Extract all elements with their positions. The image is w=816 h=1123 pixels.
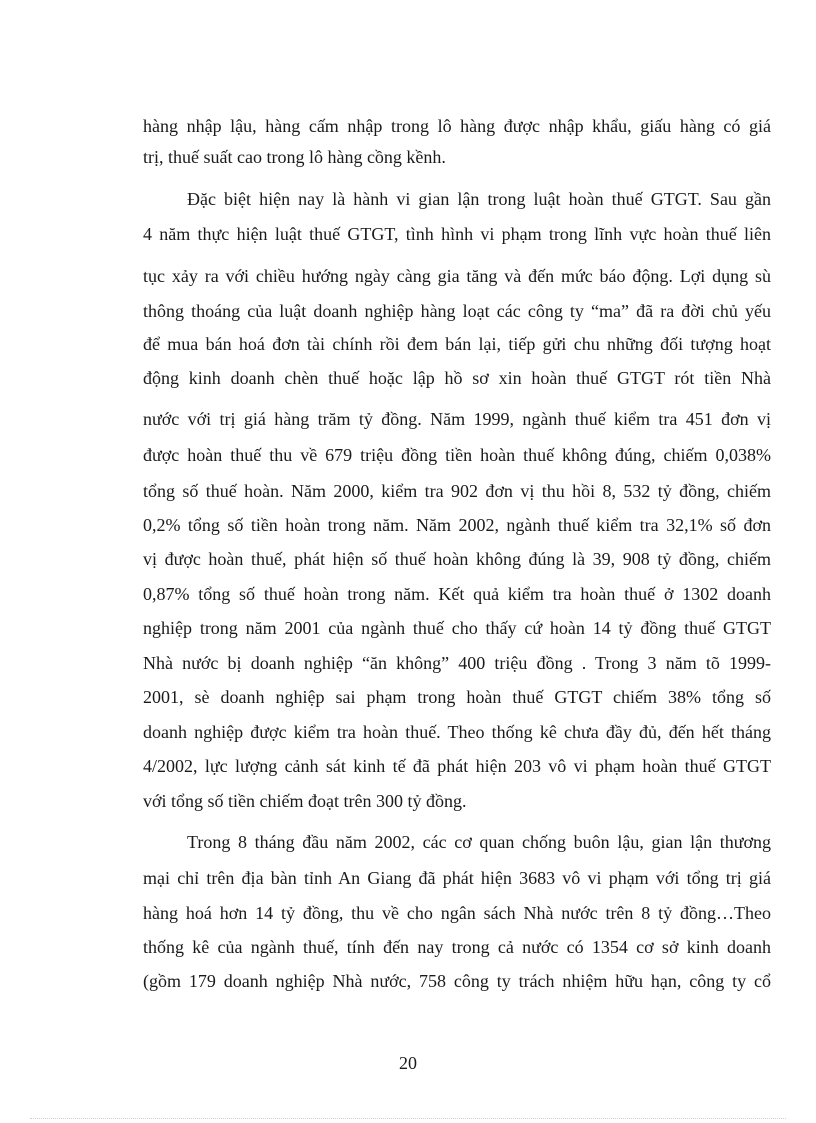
paragraph-2-line-14: Nhà nước bị doanh nghiệp “ăn không” 400 triệu đồng . Trong 3 năm tõ 1999- (143, 653, 771, 673)
paragraph-2-line-5: để mua bán hoá đơn tài chính rồi đem bán lại, tiếp gửi chu những đối tượng hoạt (143, 334, 771, 354)
paragraph-2-line-3: tục xảy ra với chiều hướng ngày càng gia tăng và đến mức báo động. Lợi dụng sù (143, 266, 771, 286)
paragraph-2-line-16: doanh nghiệp được kiểm tra hoàn thuế. Theo thống kê chưa đầy đủ, đến hết tháng (143, 722, 771, 742)
paragraph-2-line-2: 4 năm thực hiện luật thuế GTGT, tình hình vi phạm trong lĩnh vực hoàn thuế liên (143, 224, 771, 244)
paragraph-3-line-1: Trong 8 tháng đầu năm 2002, các cơ quan chống buôn lậu, gian lận thương (187, 832, 771, 852)
page-bottom-edge (30, 1118, 786, 1119)
paragraph-2-line-13: nghiệp trong năm 2001 của ngành thuế cho thấy cứ hoàn 14 tỷ đồng thuế GTGT (143, 618, 771, 638)
paragraph-1-line-1: hàng nhập lậu, hàng cấm nhập trong lô hàng được nhập khẩu, giấu hàng có giá (143, 116, 771, 136)
paragraph-3-line-4: thống kê của ngành thuế, tính đến nay trong cả nước có 1354 cơ sở kinh doanh (143, 937, 771, 957)
paragraph-3-line-2: mại chỉ trên địa bàn tỉnh An Giang đã phát hiện 3683 vô vi phạm với tổng trị giá (143, 868, 771, 888)
paragraph-2-line-15: 2001, sè doanh nghiệp sai phạm trong hoàn thuế GTGT chiếm 38% tổng số (143, 687, 771, 707)
paragraph-1-line-2: trị, thuế suất cao trong lô hàng cồng kềnh. (143, 147, 446, 167)
paragraph-2-line-8: được hoàn thuế thu về 679 triệu đồng tiền hoàn thuế không đúng, chiếm 0,038% (143, 445, 771, 465)
paragraph-2-line-7: nước với trị giá hàng trăm tỷ đồng. Năm 1999, ngành thuế kiểm tra 451 đơn vị (143, 409, 771, 429)
paragraph-2-line-6: động kinh doanh chèn thuế hoặc lập hồ sơ xin hoàn thuế GTGT rót tiền Nhà (143, 368, 771, 388)
paragraph-2-line-1: Đặc biệt hiện nay là hành vi gian lận trong luật hoàn thuế GTGT. Sau gần (187, 189, 771, 209)
page-number: 20 (399, 1053, 417, 1073)
paragraph-2-line-12: 0,87% tổng số thuế hoàn trong năm. Kết quả kiểm tra hoàn thuế ở 1302 doanh (143, 584, 771, 604)
paragraph-3-line-3: hàng hoá hơn 14 tỷ đồng, thu về cho ngân sách Nhà nước trên 8 tỷ đồng…Theo (143, 903, 771, 923)
paragraph-2-line-18: với tổng số tiền chiếm đoạt trên 300 tỷ đồng. (143, 791, 467, 811)
paragraph-2-line-9: tổng số thuế hoàn. Năm 2000, kiểm tra 902 đơn vị thu hồi 8, 532 tỷ đồng, chiếm (143, 481, 771, 501)
paragraph-2-line-17: 4/2002, lực lượng cảnh sát kinh tế đã phát hiện 203 vô vi phạm hoàn thuế GTGT (143, 756, 771, 776)
paragraph-2-line-10: 0,2% tổng số tiền hoàn trong năm. Năm 2002, ngành thuế kiểm tra 32,1% số đơn (143, 515, 771, 535)
paragraph-2-line-4: thông thoáng của luật doanh nghiệp hàng loạt các công ty “ma” đã ra đời chủ yếu (143, 301, 771, 321)
paragraph-2-line-11: vị được hoàn thuế, phát hiện số thuế hoàn không đúng là 39, 908 tỷ đồng, chiếm (143, 549, 771, 569)
paragraph-3-line-5: (gồm 179 doanh nghiệp Nhà nước, 758 công ty trách nhiệm hữu hạn, công ty cổ (143, 971, 771, 991)
